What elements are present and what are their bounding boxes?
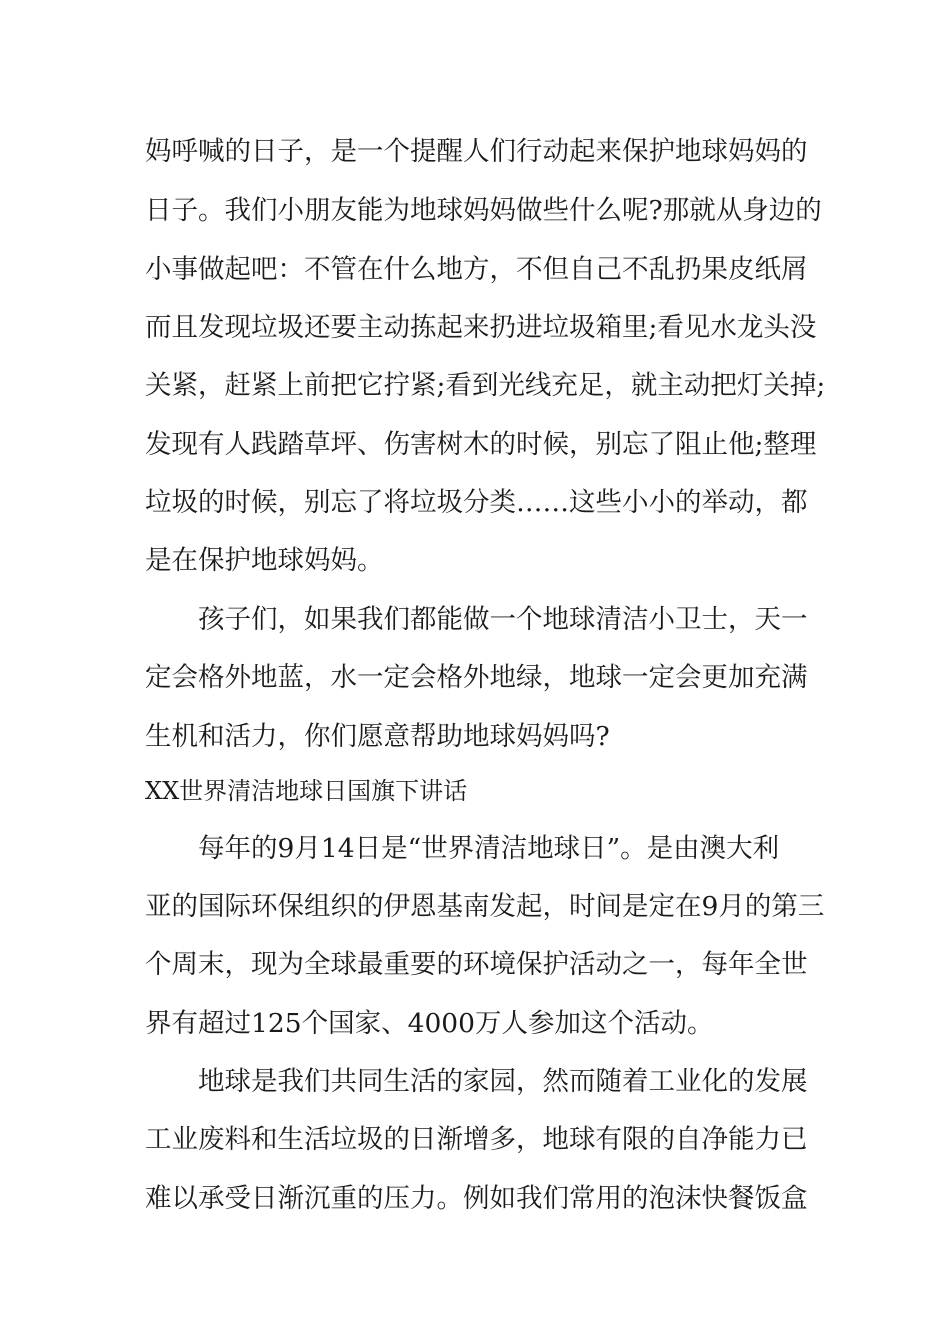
text-line: 垃圾的时候，别忘了将垃圾分类……这些小小的举动，都 <box>145 487 808 518</box>
text-line: 定会格外地蓝，水一定会格外地绿，地球一定会更加充满 <box>145 662 808 693</box>
paragraph-first-line: 每年的9月14日是“世界清洁地球日”。是由澳大利 <box>198 833 780 864</box>
text-line: 日子。我们小朋友能为地球妈妈做些什么呢?那就从身边的 <box>145 195 822 226</box>
text-line: 工业废料和生活垃圾的日渐增多，地球有限的自净能力已 <box>145 1124 808 1155</box>
text-line: 而且发现垃圾还要主动拣起来扔进垃圾箱里;看见水龙头没 <box>145 312 817 343</box>
text-line: 关紧，赶紧上前把它拧紧;看到光线充足，就主动把灯关掉; <box>145 370 826 401</box>
text-line: 发现有人践踏草坪、伤害树木的时候，别忘了阻止他;整理 <box>145 429 817 460</box>
text-line: 界有超过125个国家、4000万人参加这个活动。 <box>145 1008 714 1039</box>
section-heading: XX世界清洁地球日国旗下讲话 <box>145 777 468 805</box>
text-line: 个周末，现为全球最重要的环境保护活动之一，每年全世 <box>145 949 808 980</box>
text-line: 难以承受日渐沉重的压力。例如我们常用的泡沫快餐饭盒 <box>145 1183 808 1214</box>
text-line: 生机和活力，你们愿意帮助地球妈妈吗? <box>145 721 610 752</box>
text-line: 小事做起吧：不管在什么地方，不但自己不乱扔果皮纸屑 <box>145 254 808 285</box>
paragraph-first-line: 孩子们，如果我们都能做一个地球清洁小卫士，天一 <box>198 604 808 635</box>
text-line: 是在保护地球妈妈。 <box>145 545 384 576</box>
text-line: 妈呼喊的日子，是一个提醒人们行动起来保护地球妈妈的 <box>145 136 808 167</box>
text-line: 亚的国际环保组织的伊恩基南发起，时间是定在9月的第三 <box>145 891 825 922</box>
paragraph-first-line: 地球是我们共同生活的家园，然而随着工业化的发展 <box>198 1066 808 1097</box>
